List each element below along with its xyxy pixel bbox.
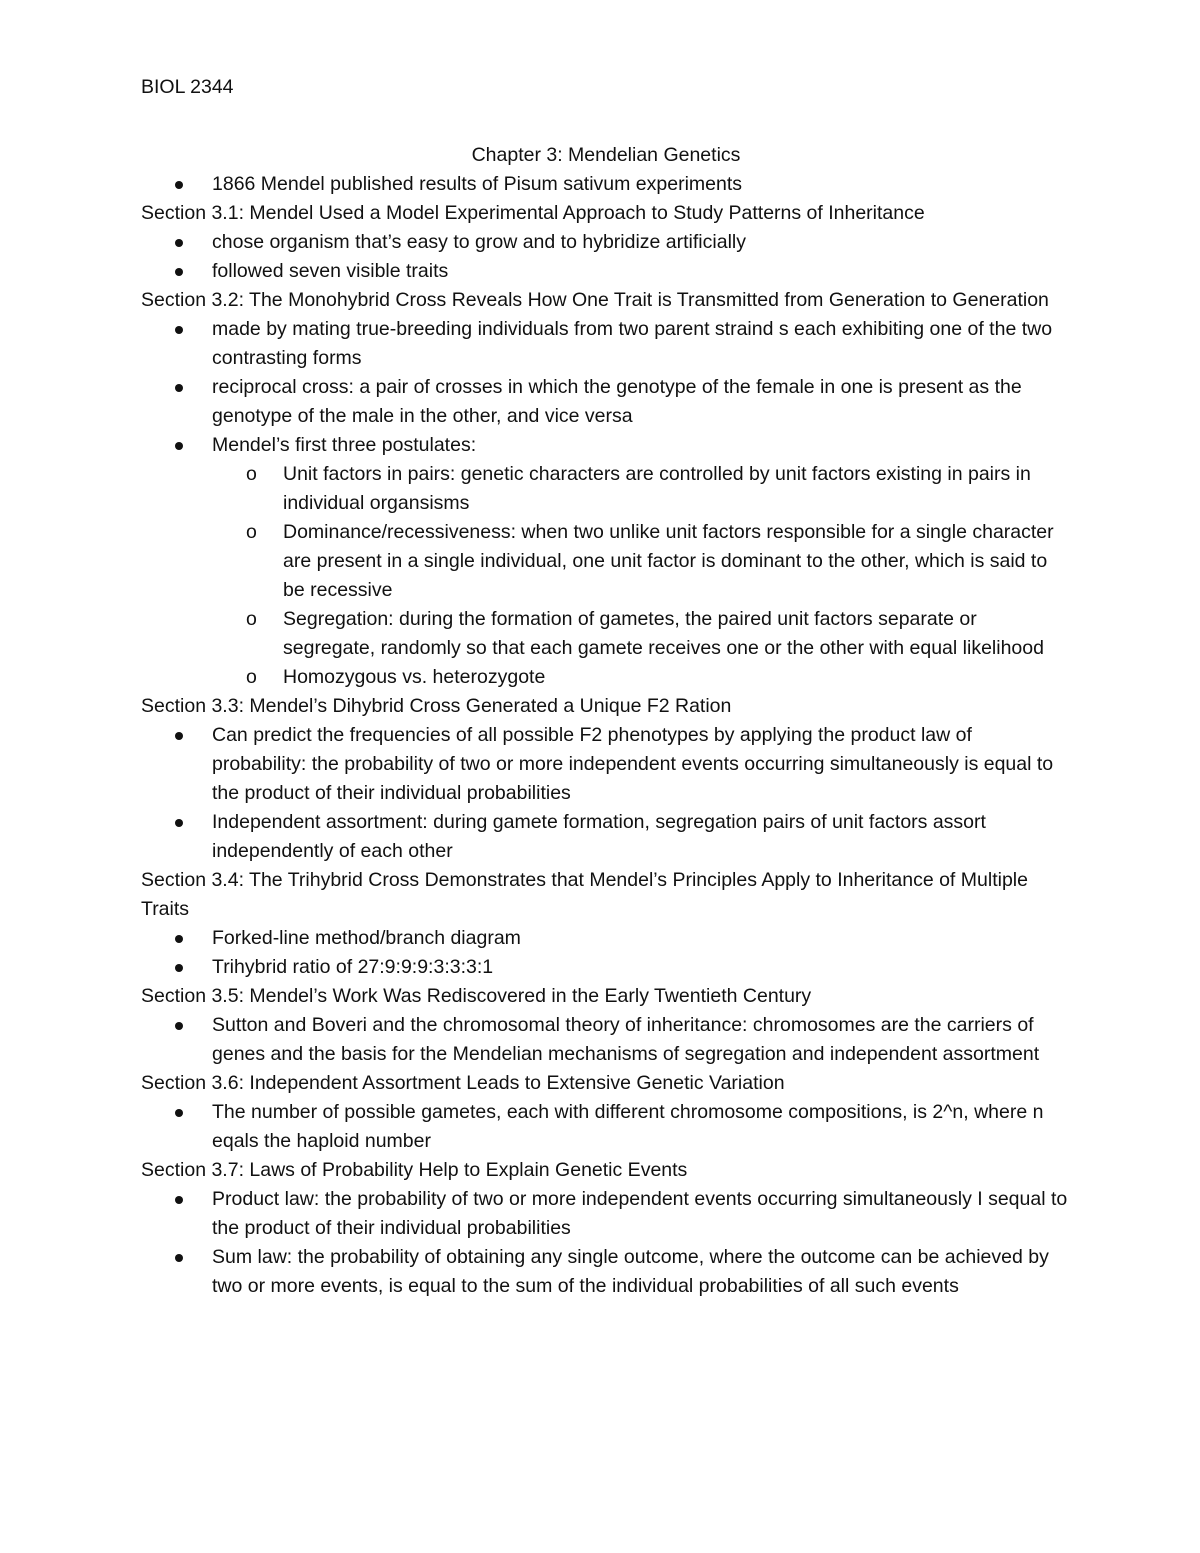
section-heading-3-3: Section 3.3: Mendel’s Dihybrid Cross Generated a Unique F2 Ration — [141, 695, 732, 717]
bullet-icon — [175, 181, 183, 189]
bullet-icon — [175, 964, 183, 972]
bullet-text: reciprocal cross: a pair of crosses in which the genotype of the female in one is present as the genotype of the male in the other, and vice versa — [212, 376, 1022, 427]
course-code: BIOL 2344 — [141, 76, 234, 98]
section-heading-3-7: Section 3.7: Laws of Probability Help to Explain Genetic Events — [141, 1159, 688, 1181]
bullet-text: Mendel’s first three postulates: — [212, 434, 477, 456]
chapter-intro-list — [141, 170, 1071, 199]
section-3-3-list — [141, 721, 1071, 866]
list-item — [212, 228, 1071, 257]
sub-bullet-text: Segregation: during the formation of gametes, the paired unit factors separate or segregate, randomly so that each gamete receives one or the other with equal likelihood — [283, 608, 1044, 659]
sub-list-item — [246, 663, 1071, 692]
bullet-text: chose organism that’s easy to grow and to hybridize artificially — [212, 231, 746, 253]
notes-body — [141, 141, 1071, 1301]
section-heading-3-5: Section 3.5: Mendel’s Work Was Rediscovered in the Early Twentieth Century — [141, 985, 812, 1007]
sub-list-item — [246, 518, 1071, 605]
bullet-icon — [175, 384, 183, 392]
bullet-icon — [175, 1109, 183, 1117]
section-heading-3-2: Section 3.2: The Monohybrid Cross Reveals How One Trait is Transmitted from Generation to Generation — [141, 289, 1049, 311]
bullet-text: Forked-line method/branch diagram — [212, 927, 521, 949]
bullet-text: Sum law: the probability of obtaining any single outcome, where the outcome can be achieved by two or more events, is equal to the sum of the individual probabilities of all such events — [212, 1246, 1049, 1297]
bullet-icon — [175, 1254, 183, 1262]
bullet-text: Trihybrid ratio of 27:9:9:9:3:3:3:1 — [212, 956, 494, 978]
hollow-bullet-icon: o — [246, 666, 257, 688]
bullet-icon — [175, 732, 183, 740]
postulates-sublist — [212, 460, 1071, 692]
bullet-text: Product law: the probability of two or more independent events occurring simultaneously I sequal to the product of their individual probabilities — [212, 1188, 1068, 1239]
list-item — [212, 1098, 1071, 1156]
section-heading-3-4: Section 3.4: The Trihybrid Cross Demonstrates that Mendel’s Principles Apply to Inheritance of Multiple Traits — [141, 869, 1028, 920]
bullet-icon — [175, 819, 183, 827]
section-3-4-list — [141, 924, 1071, 982]
list-item — [212, 808, 1071, 866]
sub-list-item — [246, 605, 1071, 663]
sub-bullet-text: Unit factors in pairs: genetic characters are controlled by unit factors existing in pairs in individual organsisms — [283, 463, 1031, 514]
bullet-text: Can predict the frequencies of all possible F2 phenotypes by applying the product law of probability: the probability of two or more independent events occurring simultaneously is equal to the product of their individual probabilities — [212, 724, 1054, 804]
list-item — [212, 431, 1071, 692]
bullet-icon — [175, 268, 183, 276]
bullet-text: 1866 Mendel published results of Pisum sativum experiments — [212, 173, 743, 195]
bullet-text: Independent assortment: during gamete formation, segregation pairs of unit factors assort independently of each other — [212, 811, 986, 862]
bullet-icon — [175, 442, 183, 450]
list-item — [212, 924, 1071, 953]
bullet-icon — [175, 1196, 183, 1204]
chapter-title: Chapter 3: Mendelian Genetics — [471, 144, 741, 166]
list-item — [212, 373, 1071, 431]
list-item — [212, 1243, 1071, 1301]
bullet-icon — [175, 326, 183, 334]
hollow-bullet-icon: o — [246, 463, 257, 485]
section-heading-3-1: Section 3.1: Mendel Used a Model Experimental Approach to Study Patterns of Inheritance — [141, 202, 925, 224]
list-item — [212, 721, 1071, 808]
bullet-icon — [175, 1022, 183, 1030]
list-item — [212, 315, 1071, 373]
bullet-icon — [175, 239, 183, 247]
bullet-text: The number of possible gametes, each with different chromosome compositions, is 2^n, where n eqals the haploid number — [212, 1101, 1044, 1152]
bullet-text: followed seven visible traits — [212, 260, 449, 282]
section-3-5-list — [141, 1011, 1071, 1069]
sub-list-item — [246, 460, 1071, 518]
hollow-bullet-icon: o — [246, 608, 257, 630]
bullet-text: Sutton and Boveri and the chromosomal theory of inheritance: chromosomes are the carriers of genes and the basis for the Mendelian mechanisms of segregation and independent assortment — [212, 1014, 1040, 1065]
list-item — [212, 953, 1071, 982]
section-3-7-list — [141, 1185, 1071, 1301]
sub-bullet-text: Homozygous vs. heterozygote — [283, 666, 546, 688]
bullet-icon — [175, 935, 183, 943]
sub-bullet-text: Dominance/recessiveness: when two unlike unit factors responsible for a single character are present in a single individual, one unit factor is dominant to the other, which is said to be recessive — [283, 521, 1054, 601]
section-3-2-list — [141, 315, 1071, 692]
section-3-6-list — [141, 1098, 1071, 1156]
list-item — [212, 170, 1071, 199]
list-item — [212, 1011, 1071, 1069]
section-heading-3-6: Section 3.6: Independent Assortment Leads to Extensive Genetic Variation — [141, 1072, 785, 1094]
section-3-1-list — [141, 228, 1071, 286]
hollow-bullet-icon: o — [246, 521, 257, 543]
list-item — [212, 257, 1071, 286]
list-item — [212, 1185, 1071, 1243]
bullet-text: made by mating true-breeding individuals from two parent straind s each exhibiting one of the two contrasting forms — [212, 318, 1053, 369]
